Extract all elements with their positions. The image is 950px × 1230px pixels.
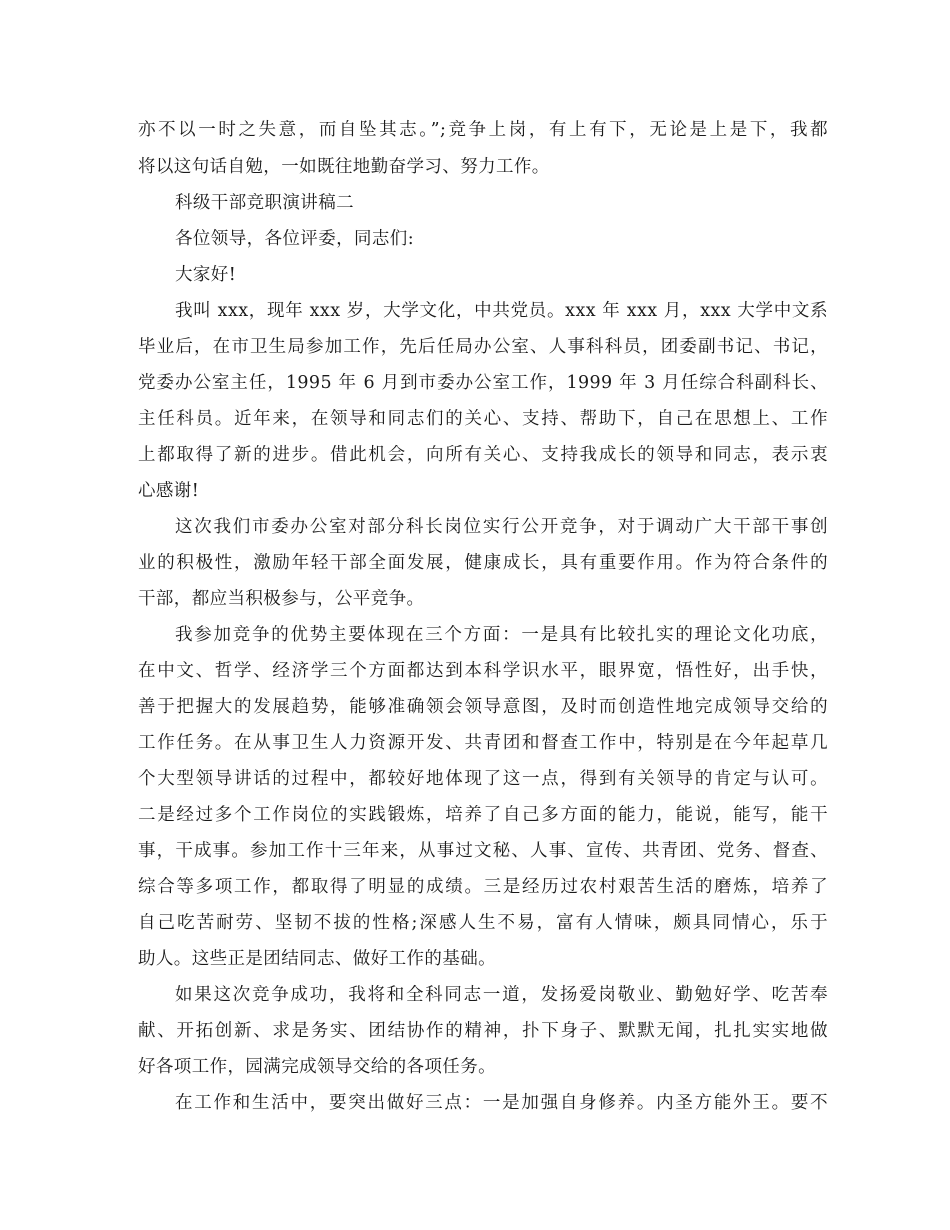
body-line: 事，干成事。参加工作十三年来，从事过文秘、人事、宣传、共青团、党务、督查、 [138,841,828,861]
body-line: 主任科员。近年来，在领导和同志们的关心、支持、帮助下，自己在思想上、工作 [138,409,828,429]
body-line: 这次我们市委办公室对部分科长岗位实行公开竞争，对于调动广大干部干事创 [175,517,828,537]
body-line: 个大型领导讲话的过程中，都较好地体现了这一点，得到有关领导的肯定与认可。 [138,769,828,789]
body-line: 心感谢! [138,481,200,501]
body-line: 毕业后，在市卫生局参加工作，先后任局办公室、人事科科员，团委副书记、书记， [138,337,828,357]
body-line: 党委办公室主任，1995 年 6 月到市委办公室工作，1999 年 3 月任综合科副科长、 [138,373,828,393]
body-line: 业的积极性，激励年轻干部全面发展，健康成长，具有重要作用。作为符合条件的 [138,553,828,573]
body-line: 在中文、哲学、经济学三个方面都达到本科学识水平，眼界宽，悟性好，出手快， [138,661,828,681]
body-line: 工作任务。在从事卫生人力资源开发、共青团和督查工作中，特别是在今年起草几 [138,733,828,753]
body-line: 献、开拓创新、求是务实、团结协作的精神，扑下身子、默默无闻，扎扎实实地做 [138,1021,828,1041]
body-line: 好各项工作，园满完成领导交给的各项任务。 [138,1057,496,1077]
body-line: 干部，都应当积极参与，公平竞争。 [138,589,425,609]
body-line: 在工作和生活中，要突出做好三点：一是加强自身修养。内圣方能外王。要不 [175,1093,828,1113]
body-line: 我叫 xxx，现年 xxx 岁，大学文化，中共党员。xxx 年 xxx 月，xxx 大学中文系 [175,301,828,321]
body-line: 二是经过多个工作岗位的实践锻炼，培养了自己多方面的能力，能说，能写，能干 [138,805,828,825]
body-line: 亦不以一时之失意，而自坠其志。”;竞争上岗，有上有下，无论是上是下，我都 [138,120,828,140]
salutation: 各位领导，各位评委，同志们: [175,229,414,249]
body-line: 如果这次竞争成功，我将和全科同志一道，发扬爱岗敬业、勤勉好学、吃苦奉 [175,985,828,1005]
body-line: 我参加竞争的优势主要体现在三个方面：一是具有比较扎实的理论文化功底， [175,625,828,645]
body-line: 综合等多项工作，都取得了明显的成绩。三是经历过农村艰苦生活的磨炼，培养了 [138,877,828,897]
body-line: 上都取得了新的进步。借此机会，向所有关心、支持我成长的领导和同志，表示衷 [138,445,828,465]
body-line: 助人。这些正是团结同志、做好工作的基础。 [138,949,496,969]
greeting: 大家好! [175,265,237,285]
section-heading: 科级干部竞职演讲稿二 [175,193,354,213]
body-line: 自己吃苦耐劳、坚韧不拔的性格;深感人生不易，富有人情味，颇具同情心，乐于 [138,913,828,933]
body-line: 将以这句话自勉，一如既往地勤奋学习、努力工作。 [138,157,550,177]
body-line: 善于把握大的发展趋势，能够准确领会领导意图，及时而创造性地完成领导交给的 [138,697,828,717]
